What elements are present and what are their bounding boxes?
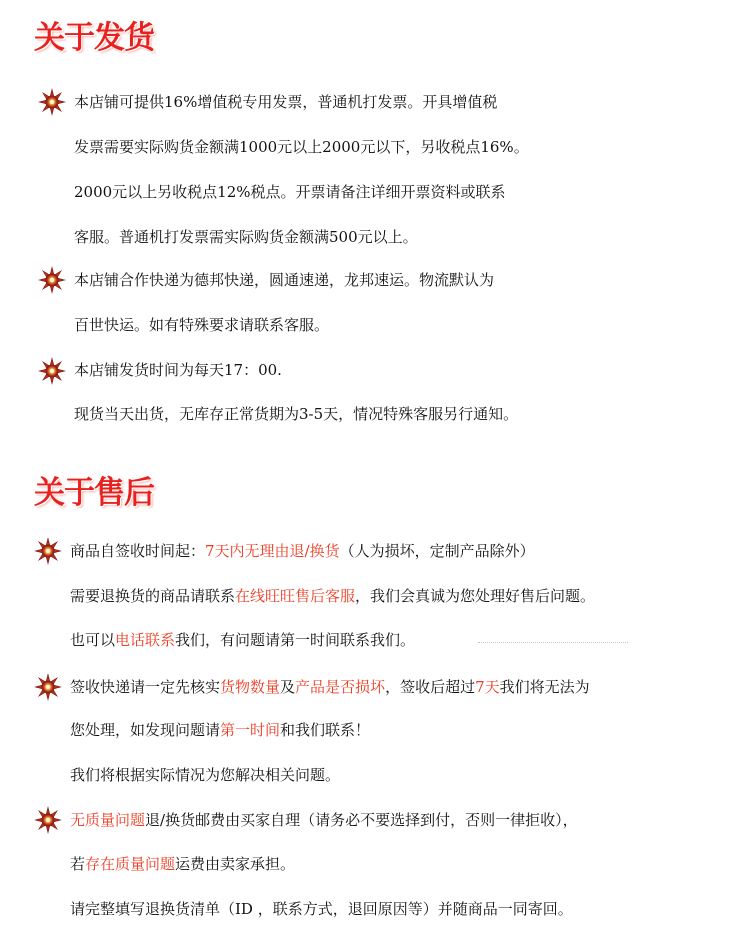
highlight-text: 7天内无理由退/换货 xyxy=(205,542,340,560)
shipping-line: 本店铺合作快递为德邦快递，圆通速递，龙邦速运。物流默认为 xyxy=(74,271,495,289)
shipping-line: 发票需要实际购货金额满1000元以上2000元以下，另收税点16%。 xyxy=(74,138,529,156)
aftersale-line xyxy=(70,810,578,830)
shipping-line: 本店铺可提供16%增值税专用发票，普通机打发票。开具增值税 xyxy=(74,93,498,111)
text-segment: 若 xyxy=(70,855,86,873)
text-segment: 我们将无法为 xyxy=(499,678,590,696)
aftersale-line xyxy=(70,541,535,561)
highlight-text: 第一时间 xyxy=(220,721,281,739)
highlight-text: 在线旺旺售后客服 xyxy=(235,587,356,605)
text-segment: 需要退换货的商品请联系 xyxy=(70,587,236,605)
sunburst-bullet-icon xyxy=(38,266,66,294)
highlight-text: 货物数量 xyxy=(220,678,281,696)
shipping-line: 百世快运。如有特殊要求请联系客服。 xyxy=(74,316,330,334)
text-segment: 退/换货邮费由买家自理（请务必不要选择到付，否则一律拒收）， xyxy=(145,811,578,829)
sunburst-bullet-icon xyxy=(34,537,62,565)
text-segment: （人为损坏，定制产品除外） xyxy=(339,542,535,560)
dotted-divider xyxy=(478,642,628,643)
highlight-text: 存在质量问题 xyxy=(85,855,176,873)
shipping-section-title: 关于发货 xyxy=(34,20,154,56)
shipping-line: 2000元以上另收税点12%税点。开票请备注详细开票资料或联系 xyxy=(74,183,506,201)
sunburst-bullet-icon xyxy=(38,88,66,116)
text-segment: 及 xyxy=(280,678,296,696)
aftersale-line xyxy=(70,677,590,697)
highlight-text: 无质量问题 xyxy=(70,811,146,829)
shipping-line: 现货当天出货，无库存正常货期为3-5天，情况特殊客服另行通知。 xyxy=(74,405,519,423)
sunburst-bullet-icon xyxy=(34,806,62,834)
text-segment: 运费由卖家承担。 xyxy=(175,855,296,873)
highlight-text: 电话联系 xyxy=(115,631,176,649)
sunburst-bullet-icon xyxy=(34,673,62,701)
text-segment: 商品自签收时间起： xyxy=(70,542,206,560)
aftersale-line: 请完整填写退换货清单（ID ，联系方式，退回原因等）并随商品一同寄回。 xyxy=(70,900,573,918)
text-segment: 签收快递请一定先核实 xyxy=(70,678,221,696)
text-segment: 您处理，如发现问题请 xyxy=(70,721,221,739)
aftersale-line xyxy=(70,720,370,740)
shipping-line: 本店铺发货时间为每天17：00. xyxy=(74,361,282,379)
text-segment: 我们，有问题请第一时间联系我们。 xyxy=(175,631,416,649)
aftersale-line: 我们将根据实际情况为您解决相关问题。 xyxy=(70,766,341,784)
aftersale-section-title: 关于售后 xyxy=(34,475,154,511)
text-segment: ，我们会真诚为您处理好售后问题。 xyxy=(355,587,596,605)
highlight-text: 7天 xyxy=(475,678,500,696)
aftersale-line xyxy=(70,630,415,650)
aftersale-line xyxy=(70,854,295,874)
sunburst-bullet-icon xyxy=(38,357,66,385)
aftersale-line xyxy=(70,586,595,606)
text-segment: ，签收后超过 xyxy=(385,678,476,696)
highlight-text: 产品是否损坏 xyxy=(295,678,386,696)
text-segment: 也可以 xyxy=(70,631,116,649)
shipping-line: 客服。普通机打发票需实际购货金额满500元以上。 xyxy=(74,228,418,246)
text-segment: 和我们联系！ xyxy=(280,721,371,739)
